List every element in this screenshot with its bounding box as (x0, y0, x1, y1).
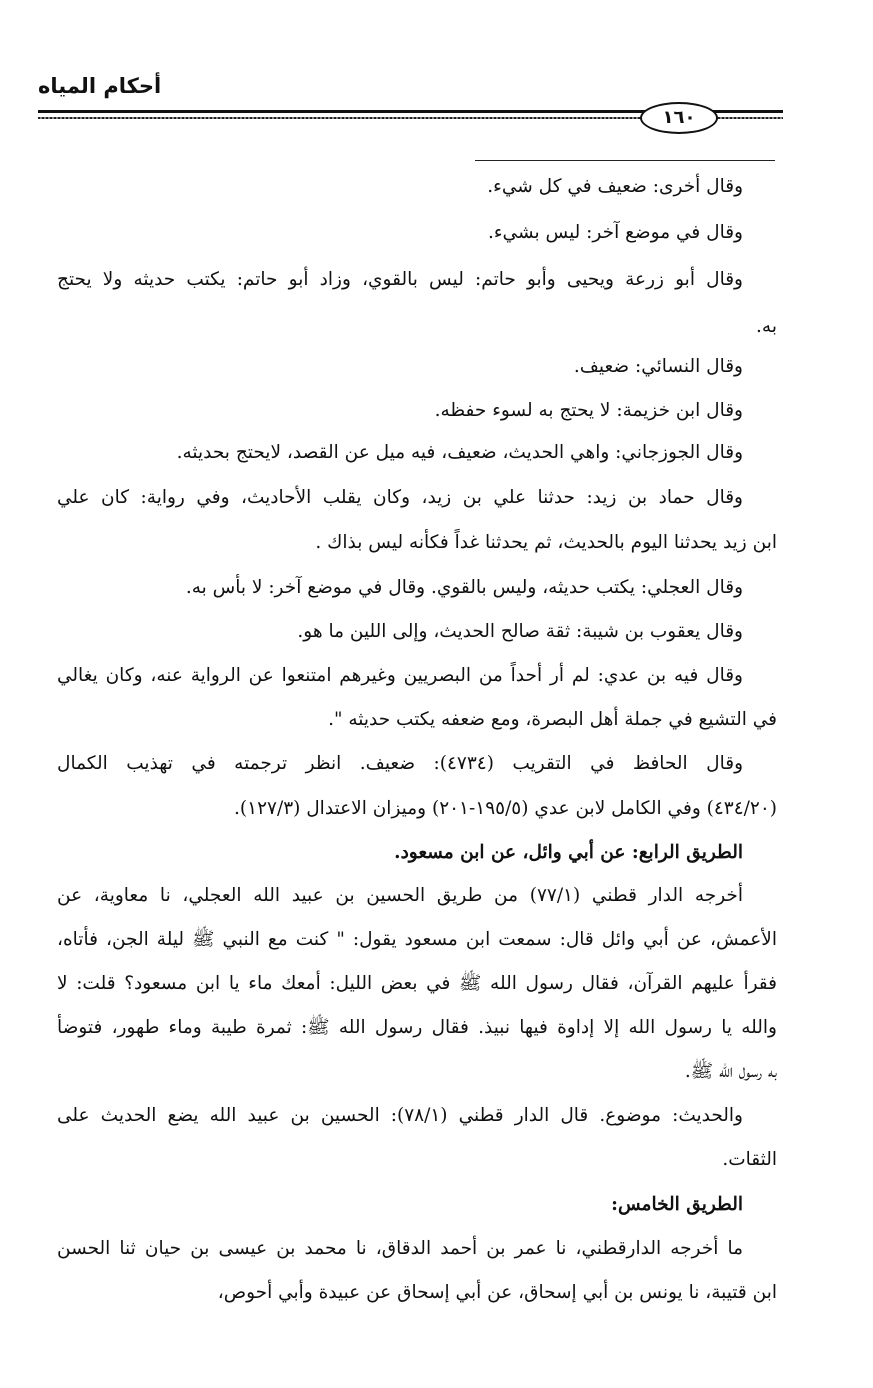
text-line: وقال النسائي: ضعيف. (573, 356, 743, 377)
text-line: الأعمش، عن أبي وائل قال: سمعت ابن مسعود يقول: " كنت مع النبي ﷺ ليلة الجن، فأتاه، (57, 929, 777, 950)
text-line: ابن قتيبة، نا يونس بن أبي إسحاق، عن أبي إسحاق عن عبيدة وأبي أحوص، (217, 1282, 777, 1303)
text-line: وقال العجلي: يكتب حديثه، وليس بالقوي. وقال في موضع آخر: لا بأس به. (185, 577, 743, 598)
book-title: أحكام المياه (38, 74, 162, 98)
text-line: وقال أبو زرعة ويحيى وأبو حاتم: ليس بالقوي، وزاد أبو حاتم: يكتب حديثه ولا يحتج (57, 269, 743, 290)
text-line: به رسول الله ﷺ. (684, 1061, 777, 1082)
text-line: وقال فيه بن عدي: لم أر أحداً من البصريين وغيرهم امتنعوا عن الرواية عنه، وكان يغالي (57, 665, 743, 686)
text-line: فقرأ عليهم القرآن، فقال رسول الله ﷺ في بعض الليل: أمعك ماء يا ابن مسعود؟ قلت: لا (57, 973, 777, 994)
footnote-separator (475, 160, 775, 161)
text-line: وقال يعقوب بن شيبة: ثقة صالح الحديث، وإلى اللين ما هو. (297, 621, 743, 642)
text-line: وقال ابن خزيمة: لا يحتج به لسوء حفظه. (434, 400, 743, 421)
text-line: (٤٣٤/٢٠) وفي الكامل لابن عدي (١٩٥/٥-٢٠١) وميزان الاعتدال (١٢٧/٣). (234, 798, 777, 819)
text-line: في التشيع في جملة أهل البصرة، ومع ضعفه يكتب حديثه ". (328, 709, 777, 730)
text-line: ابن زيد يحدثنا اليوم بالحديث، ثم يحدثنا غداً فكأنه ليس بذاك . (315, 532, 777, 553)
section-heading: الطريق الرابع: عن أبي وائل، عن ابن مسعود. (394, 842, 743, 863)
text-line: وقال في موضع آخر: ليس بشيء. (487, 222, 743, 243)
text-line: وقال الجوزجاني: واهي الحديث، ضعيف، فيه ميل عن القصد، لايحتج بحديثه. (176, 442, 743, 463)
text-line: وقال الحافظ في التقريب (٤٧٣٤): ضعيف. انظر ترجمته في تهذيب الكمال (57, 753, 743, 774)
text-line: وقال حماد بن زيد: حدثنا علي بن زيد، وكان يقلب الأحاديث، وفي رواية: كان علي (57, 487, 743, 508)
text-line: ما أخرجه الدارقطني، نا عمر بن أحمد الدقاق، نا محمد بن عيسى بن حيان ثنا الحسن (57, 1238, 743, 1259)
text-line: أخرجه الدار قطني (٧٧/١) من طريق الحسين بن عبيد الله العجلي، نا معاوية، عن (57, 885, 743, 906)
text-line: الثقات. (722, 1149, 777, 1170)
text-line: وقال أخرى: ضعيف في كل شيء. (487, 176, 743, 197)
text-line: به. (756, 316, 777, 337)
text-line: والله يا رسول الله إلا إداوة فيها نبيذ. فقال رسول الله ﷺ: ثمرة طيبة وماء طهور، فتوضأ (57, 1017, 777, 1038)
text-line: والحديث: موضوع. قال الدار قطني (٧٨/١): الحسين بن عبيد الله يضع الحديث على (57, 1105, 743, 1126)
page-number: ١٦٠ (640, 102, 718, 134)
section-heading: الطريق الخامس: (611, 1194, 743, 1215)
